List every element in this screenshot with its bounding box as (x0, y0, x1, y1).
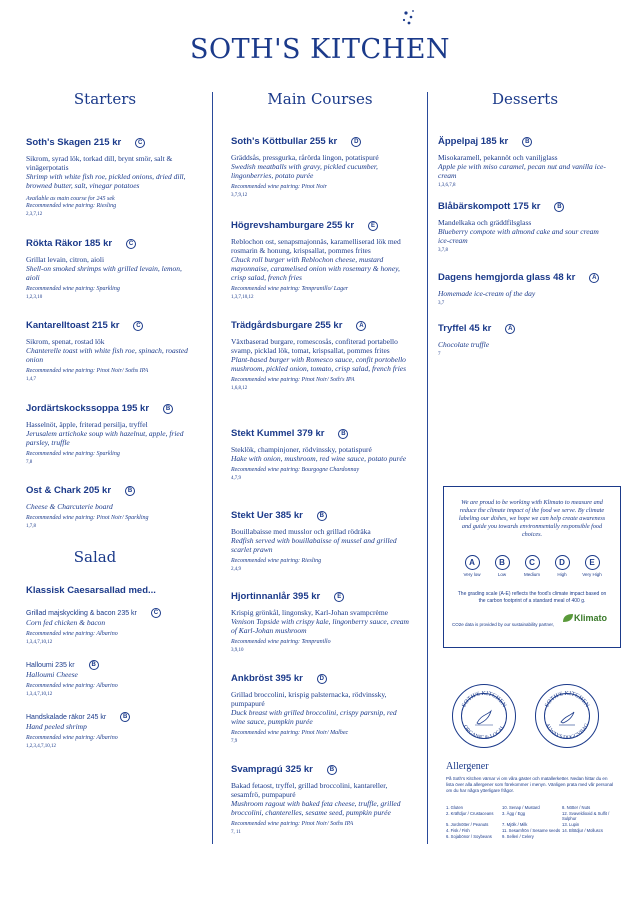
allergens-list (446, 805, 618, 839)
menu-item (231, 136, 411, 198)
wine-pairing: Recommended wine pairing: Albarino (26, 683, 118, 689)
wine-pairing: Recommended wine pairing: Pinot Noir (231, 184, 327, 190)
allergen-entry: 10. Senap / Mustard (502, 805, 540, 810)
menu-item (26, 712, 196, 749)
climate-badge: C (126, 239, 136, 249)
climate-badge: A (589, 273, 599, 283)
allergen-codes: 1,7,8 (26, 524, 36, 529)
item-name: Handskalade räkor 245 kr (26, 713, 107, 721)
item-description-sv: Reblochon ost, senapsmajonnäs, karamelliserad lök med rosmarin & honung, krispsallat, pommes frites (231, 237, 401, 255)
item-name: Dagens hemgjorda glass 48 kr (438, 272, 576, 283)
item-name: Grillad majskyckling & bacon 235 kr (26, 609, 137, 617)
grading-explanation: The grading scale (A-E) reflects the food's climate impact based on the carbon footprint of a standard meal of 400 g. (457, 591, 607, 604)
climate-scale-d (547, 555, 577, 577)
allergen-codes: 7,8 (26, 460, 33, 465)
menu-item (231, 428, 411, 481)
climate-badge: B (120, 712, 130, 722)
allergen-codes: 1,3,4,7,10,12 (26, 692, 53, 697)
item-name: Soth's Skagen 215 kr (26, 137, 122, 148)
item-description-en: Shell-on smoked shrimps with grilled levain, lemon, aioli (26, 264, 182, 282)
wine-pairing: Recommended wine pairing: Pinot Noir/ Soths IPA (26, 368, 149, 374)
item-description-sv: Gräddsås, pressgurka, rårörda lingon, potatispuré (231, 153, 379, 162)
wine-pairing: Recommended wine pairing: Pinot Noir/ Sparkling (26, 515, 149, 521)
climate-badge: C (135, 138, 145, 148)
climate-badge: B (338, 429, 348, 439)
item-name: Högrevshamburgare 255 kr (231, 220, 355, 231)
wine-pairing: Recommended wine pairing: Sparkling (26, 286, 120, 292)
bird-icon (559, 712, 575, 725)
allergen-entry: 12. Svaveldioxid & Sulfit / Sulphur (562, 811, 610, 821)
allergen-codes: 3,7,8 (438, 248, 448, 253)
item-name: Kantarelltoast 215 kr (26, 320, 120, 331)
allergens-intro: På Soth's Kitchen värnar vi om våra gäster och matallerketter. Nedan hittar du en lista över alla allergener som förekommer i menyn. Vänligen prata med vår personal om du har några ytterligare frågor. (446, 776, 614, 793)
scale-letter: E (585, 555, 600, 570)
svg-text:SOTH'S KITCHEN (461, 691, 507, 709)
climate-badge: D (351, 137, 361, 147)
item-name: Jordärtskockssoppa 195 kr (26, 403, 150, 414)
climate-badge: B (327, 765, 337, 775)
menu-item (26, 608, 196, 645)
item-description-en: Chuck roll burger with Reblochon cheese, mustard mayonnaise, caramelised onion with rosemary & honey, crisp salad, french fries (231, 255, 400, 282)
organic-local-stamp (452, 684, 516, 748)
climate-badge: A (505, 324, 515, 334)
item-description-en: Jerusalem artichoke soup with hazelnut, apple, fried parsley, truffle (26, 429, 184, 447)
item-description-en: Halloumi Cheese (26, 670, 78, 679)
menu-item (438, 136, 608, 188)
item-description-en: Shrimp with white fish roe, pickled onions, dried dill, browned butter, salt, vinegar potatoes (26, 172, 186, 190)
scale-label: High (557, 572, 567, 577)
climate-text: We are proud to be working with Klimato to measure and reduce the climate impact of the food we serve. By climate labeling our dishes, we hope we can help create awareness and guide you towards environmentally responsible food choices. (458, 499, 606, 538)
item-description-sv: Mandelkaka och gräddfilsglass (438, 218, 532, 227)
item-description-en: Homemade ice-cream of the day (438, 289, 536, 298)
scale-label: Low (497, 572, 507, 577)
allergen-codes: 7, 11 (231, 830, 241, 835)
item-name: Rökta Räkor 185 kr (26, 238, 113, 249)
item-description-sv: Grillad broccolini, krispig palsternacka, rödvinssky, pumpapuré (231, 690, 387, 708)
wine-pairing: Recommended wine pairing: Pinot Noir/ Soth's IPA (231, 377, 355, 383)
allergen-codes: 2,4,9 (231, 567, 241, 572)
menu-item (438, 323, 608, 357)
wine-pairing: Recommended wine pairing: Tempranillo (231, 639, 331, 645)
allergen-entry: 9. Selleri / Celery (502, 834, 534, 839)
item-description-en: Mushroom ragout with baked feta cheese, truffle, grilled broccolini, chanterelles, sesame seed, pumpkin purée (231, 799, 401, 817)
allergen-entry: 14. Blötdjur / Molluscs (562, 828, 603, 833)
allergen-entry: 11. Sesamfrön / Sesame seeds (502, 828, 561, 833)
item-name: Stekt Kummel 379 kr (231, 428, 325, 439)
scale-letter: C (525, 555, 540, 570)
column-divider (427, 92, 428, 844)
menu-item (26, 137, 196, 217)
item-description-sv: Steklök, champinjoner, rödvinssky, potatispuré (231, 445, 372, 454)
wine-pairing: Recommended wine pairing: Tempranillo/ Lager (231, 286, 349, 292)
bird-icon (475, 711, 493, 725)
allergen-entry: 2. Kräftdjur / Crustaceans (446, 811, 494, 816)
item-description-sv: Grillat levain, citron, aioli (26, 255, 105, 264)
allergen-codes: 2,3,7,12 (26, 212, 43, 217)
leaf-icon (562, 613, 574, 623)
menu-item (231, 220, 411, 300)
item-name: Trädgårdsburgare 255 kr (231, 320, 343, 331)
stamp-top-text: SOTH'S KITCHEN (544, 690, 590, 709)
item-description-en: Duck breast with grilled broccolini, crispy parsnip, red wine sauce, pumpkin purée (231, 708, 397, 726)
climate-badge: B (554, 202, 564, 212)
menu-item (231, 510, 411, 572)
item-description-en: Venison Topside with crispy kale, lingonberry sauce, cream of Karl-Johan mushroom (231, 617, 409, 635)
salad-base-name: Klassisk Caesarsallad med... (26, 585, 156, 596)
item-description-en: Cheese & Charcuterie board (26, 502, 113, 511)
allergens-title: Allergener (446, 761, 489, 772)
climate-badge: A (356, 321, 366, 331)
allergen-codes: 1,3,4,7,10,12 (26, 640, 53, 645)
wine-pairing: Recommended wine pairing: Pinot Noir/ Soths IPA (231, 821, 354, 827)
menu-item (231, 673, 411, 744)
allergen-codes: 1,2,3,10 (26, 295, 43, 300)
item-description-en: Hand peeled shrimp (26, 722, 87, 731)
menu-item (26, 660, 196, 697)
co2-data-note: CO2e data is provided by our sustainability partner, (452, 622, 555, 627)
menu-item (438, 272, 608, 306)
stamp-top-text: SOTH'S KITCHEN (461, 690, 507, 709)
allergen-codes: 1,3,6,7,8 (438, 183, 456, 188)
wine-pairing: Recommended wine pairing: Albarino (26, 735, 118, 741)
svg-text:SOTH'S KITCHEN (544, 691, 590, 709)
climate-badge: B (317, 511, 327, 521)
scale-letter: B (495, 555, 510, 570)
item-name: Ost & Chark 205 kr (26, 485, 112, 496)
sparkle-logo-icon (398, 8, 420, 37)
item-name: Ankbröst 395 kr (231, 673, 303, 684)
item-description-en: Redfish served with bouillabaisse of mussel and grilled scarlet prawn (231, 536, 397, 554)
item-description-en: Apple pie with miso caramel, pecan nut and vanilla ice-cream (438, 162, 606, 180)
allergen-codes: 1,6,8,12 (231, 386, 248, 391)
menu-item (438, 201, 608, 253)
menu-item (26, 485, 196, 529)
allergen-entry: 4. Fisk / Fish (446, 828, 470, 833)
doggybag-stamp (535, 684, 599, 748)
allergen-codes: 7,9 (231, 739, 238, 744)
item-description-en: Hake with onion, mushroom, red wine sauce, potato purée (231, 454, 407, 463)
wine-pairing: Recommended wine pairing: Albarino (26, 631, 118, 637)
item-description-sv: Sikrom, spenat, rostad lök (26, 337, 105, 346)
climate-info-box (443, 486, 621, 648)
allergen-codes: 1,4,7 (26, 377, 36, 382)
scale-letter: A (465, 555, 480, 570)
allergen-entry: 13. Lupin (562, 822, 580, 827)
climate-scale-a (457, 555, 487, 577)
climate-badge: C (133, 321, 143, 331)
allergen-entry: 3. Ägg / Egg (502, 811, 526, 816)
item-name: Blåbärskompott 175 kr (438, 201, 541, 212)
klimato-logo (562, 613, 607, 623)
salad-heading: Salad (73, 548, 117, 566)
allergen-entry: 1. Gluten (446, 805, 463, 810)
menu-item (26, 403, 196, 465)
climate-badge: D (317, 674, 327, 684)
climate-badge: B (163, 404, 173, 414)
menu-item (26, 320, 196, 382)
item-description-sv: Växtbaserad burgare, romescosås, confiterad portabello svamp, picklad lök, tomat, krispsallat, pommes frites (231, 337, 398, 355)
climate-badge: E (368, 221, 378, 231)
item-description-en: Plant-based burger with Romesco sauce, confit portobello mushroom, pickled onion, tomato, crisp salad, french fries (231, 355, 407, 373)
item-description-sv: Misokaramell, pekannöt och vaniljglass (438, 153, 558, 162)
item-description-en: Swedish meatballs with gravy, pickled cucumber, lingonberries, potato purée (231, 162, 378, 180)
menu-item (26, 238, 196, 300)
scale-label: Very High (582, 572, 602, 577)
climate-scale-c (517, 555, 547, 577)
scale-label: Medium (523, 572, 540, 577)
item-name: Hjortinnanlår 395 kr (231, 591, 321, 602)
wine-pairing: Recommended wine pairing: Sparkling (26, 451, 120, 457)
item-name: Stekt Uer 385 kr (231, 510, 303, 521)
starters-heading: Starters (73, 90, 137, 108)
climate-badge: B (522, 137, 532, 147)
menu-item (231, 591, 411, 653)
item-description-sv: Sikrom, syrad lök, torkad dill, brynt smör, salt & vinägerpotatis (26, 154, 173, 172)
restaurant-title: SOTH'S KITCHEN (189, 34, 451, 65)
item-description-en: Chocolate truffle (438, 340, 490, 349)
allergen-codes: 4,7,9 (231, 476, 241, 481)
stamp-bottom-text: ORGANIC & LOCAL (461, 724, 507, 742)
salad-subheading (26, 585, 196, 596)
item-description-sv: Bouillabaisse med musslor och grillad rödräka (231, 527, 371, 536)
climate-badge: E (334, 592, 344, 602)
climate-scale-e (577, 555, 607, 577)
svg-text:ORGANIC & LOCAL (462, 724, 507, 741)
wine-pairing: Recommended wine pairing: Riesling (231, 558, 322, 564)
item-name: Svampragú 325 kr (231, 764, 313, 775)
desserts-heading: Desserts (491, 90, 559, 108)
item-note: Available as main course for 245 sek (26, 196, 115, 202)
menu-item (231, 764, 411, 835)
climate-badge: B (125, 486, 135, 496)
allergen-entry: 8. Nötter / Nuts (562, 805, 591, 810)
wine-pairing: Recommended wine pairing: Pinot Noir/ Malbec (231, 730, 349, 736)
item-description-sv: Krispig grönkål, lingonsky, Karl-Johan svampcrème (231, 608, 388, 617)
climate-scale-b (487, 555, 517, 577)
item-description-en: Chanterelle toast with white fish roe, spinach, roasted onion (26, 346, 188, 364)
allergen-entry: 7. Mjölk / Milk (502, 822, 528, 827)
allergen-codes: 1,3,7,10,12 (231, 295, 254, 300)
item-description-en: Corn fed chicken & bacon (26, 618, 106, 627)
allergen-codes: 1,2,3,4,7,10,12 (26, 744, 56, 749)
climate-badge: C (151, 608, 161, 618)
item-name: Soth's Köttbullar 255 kr (231, 136, 338, 147)
allergen-codes: 7 (438, 352, 441, 357)
climate-badge: B (89, 660, 99, 670)
allergen-entry: 6. Sojabönor / Soybeans (446, 834, 492, 839)
wine-pairing: Recommended wine pairing: Riesling (26, 203, 117, 209)
wine-pairing: Recommended wine pairing: Bourgogne Chardonnay (231, 467, 360, 473)
menu-item (231, 320, 411, 391)
item-description-sv: Hasselnöt, äpple, friterad persilja, tryffel (26, 420, 148, 429)
scale-letter: D (555, 555, 570, 570)
klimato-name: Klimato (574, 613, 608, 623)
item-description-en: Blueberry compote with almond cake and sour cream ice-cream (438, 227, 599, 245)
main-courses-heading: Main Courses (267, 90, 373, 108)
allergen-entry: 5. Jordnötter / Peanuts (446, 822, 489, 827)
item-name: Äppelpaj 185 kr (438, 136, 509, 147)
stamp-bottom-text: ALWAYS DOGGYBAG (543, 722, 591, 742)
allergen-codes: 3,7 (438, 301, 445, 306)
item-name: Tryffel 45 kr (438, 323, 492, 334)
item-description-sv: Bakad fetaost, tryffel, grillad broccolini, kantareller, sesamfrö, pumpapuré (231, 781, 388, 799)
allergen-codes: 3,7,9,12 (231, 193, 248, 198)
scale-label: Very low (463, 572, 481, 577)
item-name: Halloumi 235 kr (26, 661, 75, 669)
column-divider (212, 92, 213, 844)
allergen-codes: 3,9,10 (231, 648, 244, 653)
